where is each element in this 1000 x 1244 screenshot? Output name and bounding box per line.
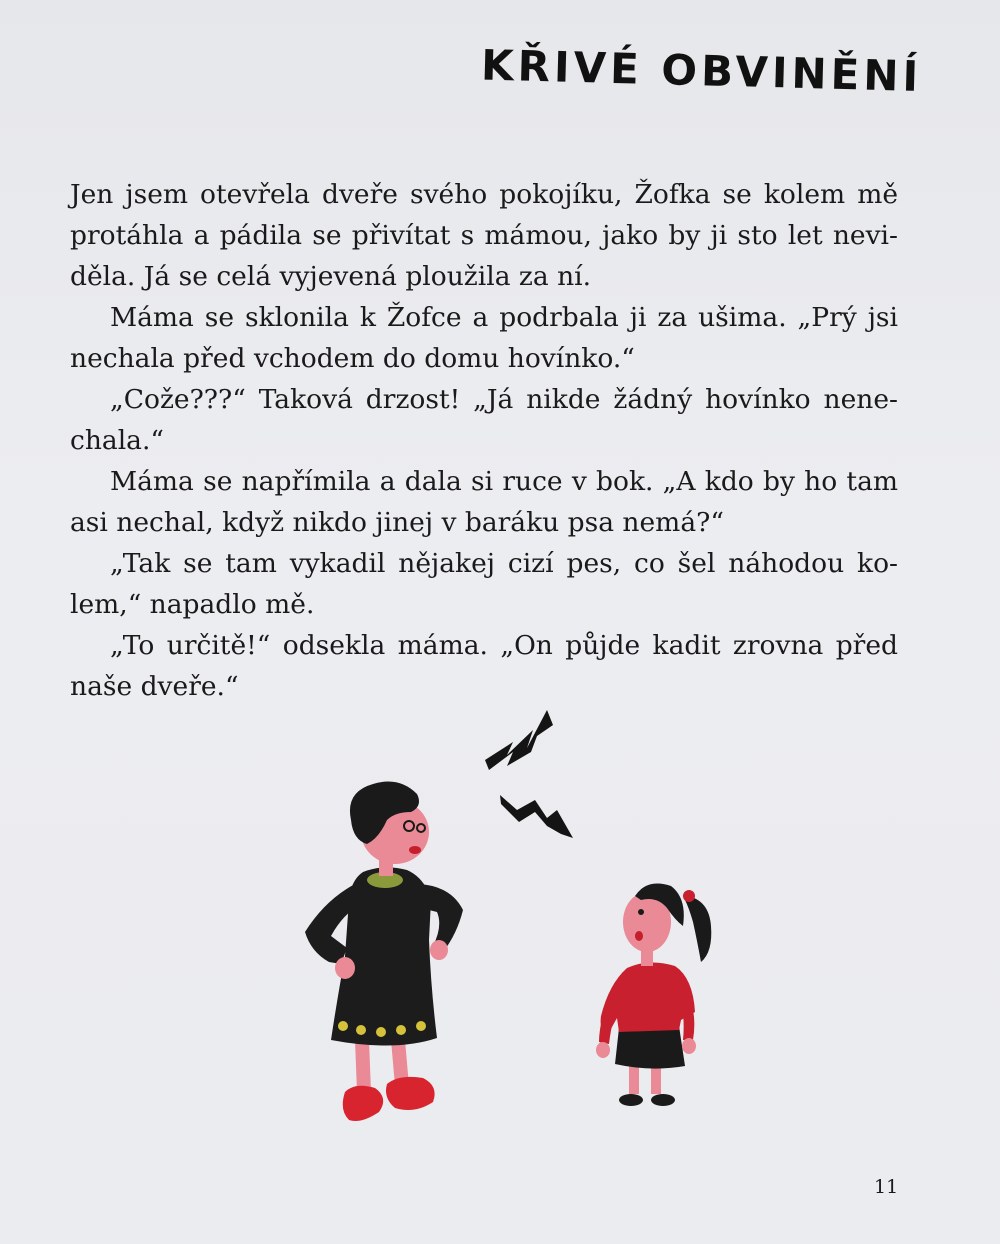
text-line: chala.“ bbox=[70, 425, 164, 456]
text-line: „To určitě!“ odsekla máma. „On půjde kadit zrovna před bbox=[110, 630, 898, 661]
girl-figure bbox=[596, 884, 711, 1106]
mother-figure bbox=[305, 782, 463, 1121]
text-line: Jen jsem otevřela dveře svého pokojíku, Žofka se kolem mě bbox=[70, 179, 898, 210]
text-line: Máma se napřímila a dala si ruce v bok. „A kdo by ho tam bbox=[110, 466, 898, 497]
lightning-bolt-icon bbox=[485, 710, 553, 770]
lightning-bolt-icon bbox=[500, 795, 573, 838]
text-line: asi nechal, když nikdo jinej v baráku psa nemá?“ bbox=[70, 507, 724, 538]
illustration-mother-and-girl bbox=[295, 700, 735, 1130]
text-line: „Tak se tam vykadil nějakej cizí pes, co šel náhodou ko- bbox=[110, 548, 898, 579]
chapter-title: KŘIVÉ OBVINĚNÍ bbox=[480, 40, 923, 101]
text-line: nechala před vchodem do domu hovínko.“ bbox=[70, 343, 635, 374]
text-line: protáhla a pádila se přivítat s mámou, jako by ji sto let nevi- bbox=[70, 220, 898, 251]
text-line: Máma se sklonila k Žofce a podrbala ji za ušima. „Prý jsi bbox=[110, 302, 898, 333]
text-line: lem,“ napadlo mě. bbox=[70, 589, 315, 620]
page-number: 11 bbox=[874, 1176, 899, 1198]
text-line: „Cože???“ Taková drzost! „Já nikde žádný hovínko nene- bbox=[110, 384, 898, 415]
text-line: děla. Já se celá vyjevená ploužila za ní. bbox=[70, 261, 592, 292]
body-text bbox=[70, 174, 898, 707]
text-line: naše dveře.“ bbox=[70, 671, 239, 702]
